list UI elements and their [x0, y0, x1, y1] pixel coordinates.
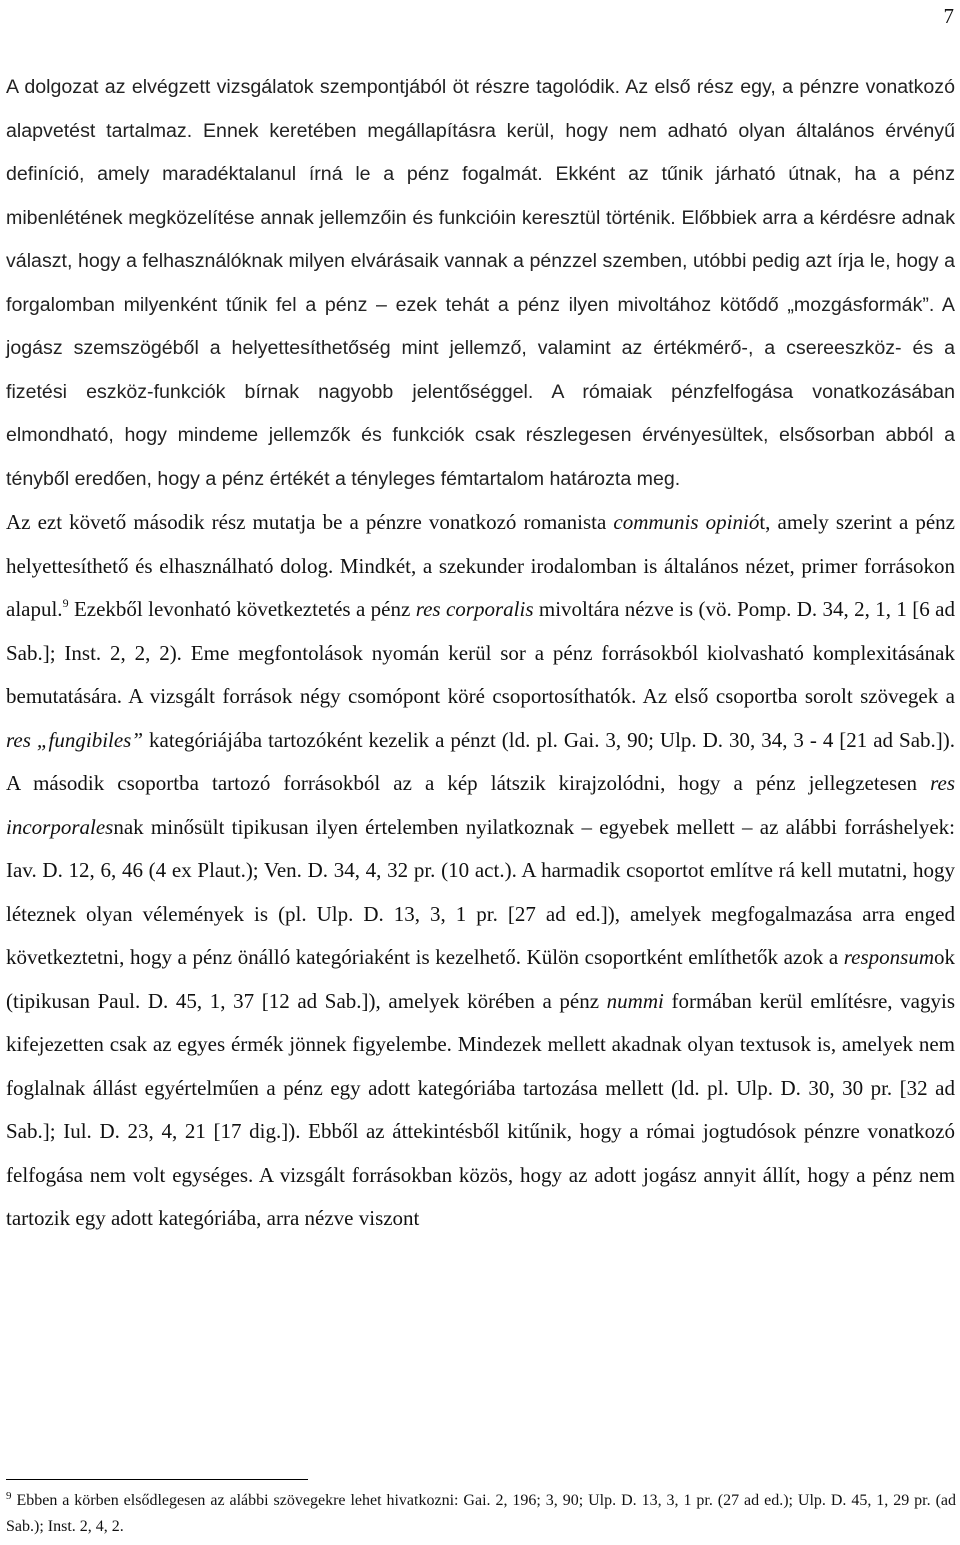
- footnote-text: Ebben a körben elsődlegesen az alábbi szövegekre lehet hivatkozni: Gai. 2, 196; 3, 90; Ulp. D. 13, 3, 1 pr. (27 ad ed.); Ulp. D. 45, 1, 29 pr. (ad Sab.); Inst. 2, 4, 2.: [6, 1492, 956, 1535]
- latin-term: responsum: [843, 945, 934, 969]
- latin-term: res „fungibiles”: [6, 727, 144, 752]
- latin-term: communis opinió: [613, 510, 760, 534]
- latin-term: res incorporales: [6, 771, 955, 839]
- paragraph-2: [6, 501, 955, 1241]
- paragraph-2-text: Ezekből levonható következtetés a pénz: [68, 597, 416, 621]
- footnote: [6, 1488, 956, 1540]
- paragraph-2-text: Az ezt követő második rész mutatja be a pénzre vonatkozó romanista: [6, 510, 614, 534]
- paragraph-2-text: t, amely szerint a pénz helyettesíthető és elhasználható dolog. Mindkét, a szekunder irodalomban is általános nézet, primer forrásokon alapul.: [6, 510, 956, 621]
- footnote-number: 9: [6, 1490, 12, 1502]
- paragraph-2-text: formában kerül említésre, vagyis kifejezetten csak az egyes érmék jönnek figyelembe. Mindezek mellett akadnak olyan textusok is, amelyek nem foglalnak állást egyértelműen a pénz egy adott kategóriába tartozása mellett (ld. pl. Ulp. D. 30, 30 pr. [32 ad Sab.]; Iul. D. 23, 4, 21 [17 dig.]). Ebből az áttekintésből kitűnik, hogy a római jogtudósok pénzre vonatkozó felfogása nem volt egységes. A vizsgált forrásokban közös, hogy az adott jogász annyit állít, hogy a pénz nem tartozik egy adott kategóriába, arra nézve viszont: [6, 988, 955, 1230]
- latin-term: res corporalis: [415, 597, 534, 621]
- page-number: 7: [943, 4, 954, 28]
- paragraph-2-text: mivoltára nézve is (vö. Pomp. D. 34, 2, 1, 1 [6 ad Sab.]; Inst. 2, 2, 2). Eme megfontolások nyomán kerül sor a pénz forrásokból kiolvasható komplexitásának bemutatására. A vizsgált források négy csomópont köré csoportosíthatók. Az első csoportba sorolt szövegek a: [6, 597, 955, 708]
- footnote-separator: [6, 1479, 308, 1480]
- paragraph-2-text: nak minősült tipikusan ilyen értelemben nyilatkoznak – egyebek mellett – az alábbi forráshelyek: Iav. D. 12, 6, 46 (4 ex Plaut.); Ven. D. 34, 4, 32 pr. (10 act.). A harmadik csoportot említve rá kell mutatni, hogy léteznek olyan vélemények is (pl. Ulp. D. 13, 3, 1 pr. [27 ad ed.]), amelyek megfogalmazása arra enged következtetni, hogy a pénz önálló kategóriaként is kezelhető. Külön csoportként említhetők azok a: [6, 814, 955, 969]
- footnote-reference: 9: [62, 596, 69, 610]
- paragraph-2-text: kategóriájába tartozóként kezelik a pénzt (ld. pl. Gai. 3, 90; Ulp. D. 30, 34, 3 - 4 [21 ad Sab.]). A második csoportba tartozó forrásokból az a kép látszik kirajzolódni, hogy a pénz jellegzetesen: [6, 727, 956, 795]
- latin-term: nummi: [606, 988, 664, 1013]
- body-text: [6, 66, 955, 1241]
- paragraph-1: A dolgozat az elvégzett vizsgálatok szempontjából öt részre tagolódik. Az első rész egy, a pénzre vonatkozó alapvetést tartalmaz. Ennek keretében megállapításra kerül, hogy nem adható olyan általános érvényű definíció, amely maradéktalanul írná le a pénz fogalmát. Ekként az tűnik járható útnak, ha a pénz mibenlétének megközelítése annak jellemzőin és funkcióin keresztül történik. Előbbiek arra a kérdésre adnak választ, hogy a felhasználóknak milyen elvárásaik vannak a pénzzel szemben, utóbbi pedig azt írja le, hogy a forgalomban milyenként tűnik fel a pénz – ezek tehát a pénz ilyen mivoltához kötődő „mozgásformák”. A jogász szemszögéből a helyettesíthetőség mint jellemző, valamint az értékmérő-, a csereeszköz- és a fizetési eszköz-funkciók bírnak nagyobb jelentőséggel. A rómaiak pénzfelfogása vonatkozásában elmondható, hogy mindeme jellemzők és funkciók csak részlegesen érvényesültek, elsősorban abból a tényből eredően, hogy a pénz értékét a tényleges fémtartalom határozta meg.: [6, 76, 955, 490]
- paragraph-2-text: ok (tipikusan Paul. D. 45, 1, 37 [12 ad Sab.]), amelyek körében a pénz: [6, 945, 955, 1013]
